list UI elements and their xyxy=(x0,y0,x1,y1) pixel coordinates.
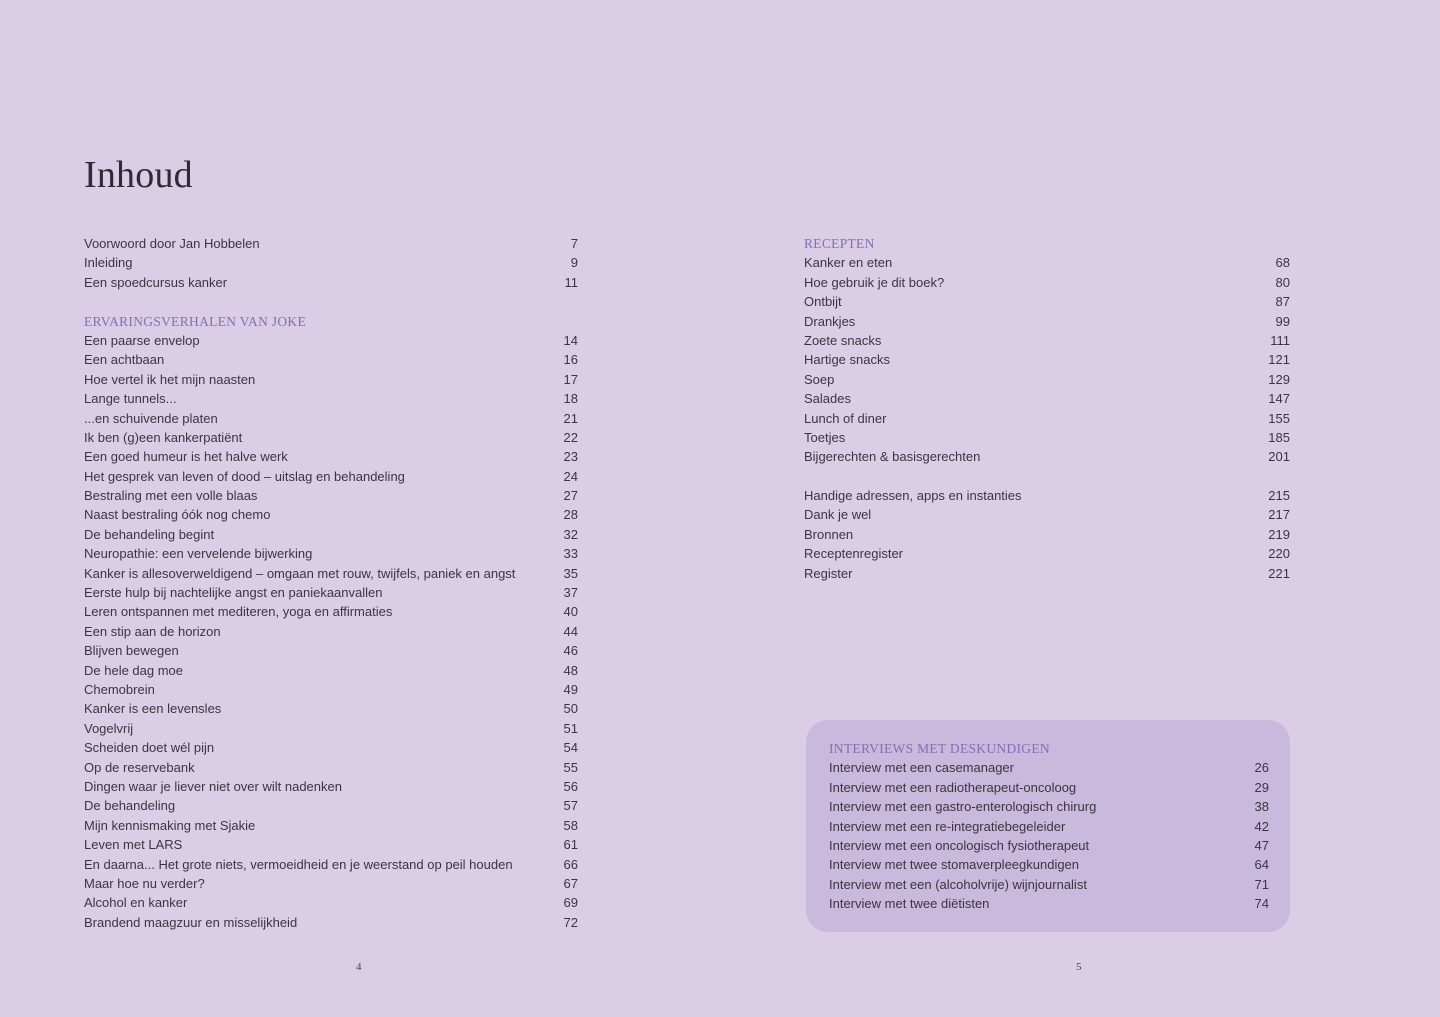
toc-entry-page: 99 xyxy=(1275,313,1290,329)
toc-entry-title: De behandeling xyxy=(84,798,176,814)
toc-entry[interactable] xyxy=(804,312,1290,331)
toc-entry-page: 7 xyxy=(570,236,578,251)
toc-entry-page: 38 xyxy=(1254,799,1269,815)
toc-entry[interactable] xyxy=(829,875,1269,894)
toc-entry-title: Interview met twee diëtisten xyxy=(829,896,990,912)
toc-entry-page: 11 xyxy=(564,274,578,290)
toc-entry-title: Eerste hulp bij nachtelijke angst en paniekaanvallen xyxy=(84,585,383,601)
toc-entry[interactable] xyxy=(84,525,578,544)
toc-entry-page: 17 xyxy=(563,371,578,387)
toc-entry[interactable] xyxy=(84,409,578,428)
toc-entry-title: Ik ben (g)een kankerpatiënt xyxy=(84,429,243,445)
toc-entry-page: 67 xyxy=(563,875,578,891)
toc-entry-title: Alcohol en kanker xyxy=(84,895,188,911)
toc-entry-page: 215 xyxy=(1268,488,1290,504)
toc-entry-page: 18 xyxy=(563,391,578,407)
toc-entry[interactable] xyxy=(84,564,578,583)
toc-entry-title: Hartige snacks xyxy=(804,352,890,368)
toc-entry-page: 35 xyxy=(563,565,578,581)
toc-entry[interactable] xyxy=(829,778,1269,797)
toc-entry[interactable] xyxy=(804,370,1290,389)
toc-entry-title: Een stip aan de horizon xyxy=(84,623,221,639)
right-column xyxy=(804,234,1290,583)
toc-entry[interactable] xyxy=(829,817,1269,836)
toc-entry-title: Kanker en eten xyxy=(804,255,893,271)
toc-entry-page: 21 xyxy=(563,410,578,426)
toc-entry-title: Een spoedcursus kanker xyxy=(84,274,228,290)
toc-entry-title: Interview met een radiotherapeut-oncoloog xyxy=(829,779,1077,795)
toc-entry-page: 37 xyxy=(563,585,578,601)
toc-entry-title: Salades xyxy=(804,391,851,407)
toc-entry-title: Op de reservebank xyxy=(84,759,195,775)
toc-entry-title: Receptenregister xyxy=(804,546,903,562)
toc-entry-page: 50 xyxy=(563,701,578,717)
toc-entry-title: Naast bestraling óók nog chemo xyxy=(84,507,271,523)
toc-entry-title: Ontbijt xyxy=(804,294,842,310)
toc-entry[interactable] xyxy=(84,622,578,641)
interviews-box xyxy=(806,720,1290,932)
toc-entry-title: ...en schuivende platen xyxy=(84,410,218,426)
toc-entry-title: Lange tunnels... xyxy=(84,391,177,407)
toc-entry-page: 54 xyxy=(563,740,578,756)
toc-entry-page: 29 xyxy=(1254,779,1269,795)
toc-entry-page: 185 xyxy=(1268,429,1290,445)
toc-entry[interactable] xyxy=(84,641,578,660)
toc-entry[interactable] xyxy=(84,273,578,292)
toc-entry[interactable] xyxy=(804,544,1290,563)
toc-entry[interactable] xyxy=(84,855,578,874)
toc-entry-title: Bestraling met een volle blaas xyxy=(84,488,258,504)
toc-entry-page: 87 xyxy=(1275,294,1290,310)
toc-entry[interactable] xyxy=(84,447,578,466)
toc-entry-page: 217 xyxy=(1268,507,1290,523)
toc-entry-title: Hoe gebruik je dit boek? xyxy=(804,274,945,290)
toc-entry[interactable] xyxy=(84,758,578,777)
toc-entry-page: 46 xyxy=(563,643,578,659)
toc-entry-page: 56 xyxy=(563,778,578,794)
toc-entry-page: 58 xyxy=(563,817,578,833)
toc-entry[interactable] xyxy=(84,796,578,815)
toc-entry-title: Een achtbaan xyxy=(84,352,165,368)
toc-entry-title: Toetjes xyxy=(804,429,846,445)
toc-entry-page: 48 xyxy=(563,662,578,678)
toc-entry-title: Mijn kennismaking met Sjakie xyxy=(84,817,256,833)
toc-entry[interactable] xyxy=(84,602,578,621)
toc-entry-title: Kanker is een levensles xyxy=(84,701,222,717)
toc-entry-page: 9 xyxy=(570,255,578,271)
toc-entry[interactable] xyxy=(84,835,578,854)
toc-entry[interactable] xyxy=(84,389,578,408)
toc-entry[interactable] xyxy=(804,292,1290,311)
toc-entry-title: Zoete snacks xyxy=(804,332,882,348)
toc-entry-title: Voorwoord door Jan Hobbelen xyxy=(84,236,260,251)
toc-entry[interactable] xyxy=(84,331,578,350)
toc-entry[interactable] xyxy=(84,816,578,835)
toc-entry-page: 14 xyxy=(563,332,578,348)
recipes-list xyxy=(804,253,1290,466)
toc-entry-page: 129 xyxy=(1268,371,1290,387)
toc-entry[interactable] xyxy=(84,738,578,757)
toc-entry-title: Kanker is allesoverweldigend – omgaan met rouw, twijfels, paniek en angst xyxy=(84,565,516,581)
toc-entry[interactable] xyxy=(84,893,578,912)
section-heading-recipes: RECEPTEN xyxy=(804,236,875,251)
toc-entry-title: Lunch of diner xyxy=(804,410,887,426)
toc-entry[interactable] xyxy=(84,661,578,680)
toc-entry[interactable] xyxy=(84,253,578,272)
toc-entry-title: Inleiding xyxy=(84,255,133,271)
toc-entry[interactable] xyxy=(84,234,578,253)
toc-entry[interactable] xyxy=(84,544,578,563)
page-number-left: 4 xyxy=(356,961,362,973)
toc-entry[interactable] xyxy=(84,505,578,524)
toc-entry-title: De hele dag moe xyxy=(84,662,184,678)
toc-entry-title: Leven met LARS xyxy=(84,837,183,853)
toc-entry[interactable] xyxy=(804,428,1290,447)
page-number-right: 5 xyxy=(1076,961,1082,973)
left-column xyxy=(84,234,578,932)
toc-entry[interactable] xyxy=(84,583,578,602)
toc-entry-page: 68 xyxy=(1275,255,1290,271)
toc-entry-page: 49 xyxy=(563,681,578,697)
toc-entry-page: 32 xyxy=(563,526,578,542)
toc-entry-page: 42 xyxy=(1254,818,1269,834)
toc-entry-page: 201 xyxy=(1268,449,1290,465)
toc-entry-page: 23 xyxy=(563,449,578,465)
toc-entry-page: 40 xyxy=(563,604,578,620)
toc-entry-title: Maar hoe nu verder? xyxy=(84,875,205,891)
toc-entry-title: Scheiden doet wél pijn xyxy=(84,740,215,756)
toc-entry-title: Soep xyxy=(804,371,835,387)
toc-entry[interactable] xyxy=(804,253,1290,272)
toc-entry[interactable] xyxy=(804,564,1290,583)
toc-entry-page: 28 xyxy=(563,507,578,523)
toc-entry[interactable] xyxy=(804,486,1290,505)
toc-entry-title: Bijgerechten & basisgerechten xyxy=(804,449,981,465)
toc-entry[interactable] xyxy=(84,719,578,738)
toc-entry[interactable] xyxy=(84,699,578,718)
page-title: Inhoud xyxy=(84,154,193,197)
toc-entry-title: Register xyxy=(804,565,853,581)
toc-entry-page: 71 xyxy=(1254,876,1269,892)
toc-entry-page: 111 xyxy=(1270,332,1290,348)
toc-entry-page: 61 xyxy=(563,837,578,853)
toc-entry[interactable] xyxy=(84,874,578,893)
toc-entry[interactable] xyxy=(804,331,1290,350)
toc-entry-title: Blijven bewegen xyxy=(84,643,179,659)
appendix-list xyxy=(804,486,1290,583)
toc-entry[interactable] xyxy=(84,428,578,447)
toc-entry[interactable] xyxy=(829,894,1269,913)
toc-entry-page: 57 xyxy=(563,798,578,814)
toc-entry-title: Interview met een gastro-enterologisch chirurg xyxy=(829,799,1097,815)
section-heading-joke: ERVARINGSVERHALEN VAN JOKE xyxy=(84,313,306,329)
toc-entry-page: 66 xyxy=(563,856,578,872)
toc-entry-title: Een goed humeur is het halve werk xyxy=(84,449,288,465)
toc-entry-page: 74 xyxy=(1254,896,1269,912)
toc-entry[interactable] xyxy=(804,350,1290,369)
toc-entry-page: 72 xyxy=(563,914,578,930)
toc-entry[interactable] xyxy=(84,913,578,932)
toc-entry-title: Bronnen xyxy=(804,526,854,542)
experience-list xyxy=(84,331,578,932)
toc-entry-title: Drankjes xyxy=(804,313,856,329)
toc-entry-title: Handige adressen, apps en instanties xyxy=(804,488,1022,504)
toc-entry-page: 22 xyxy=(563,429,578,445)
toc-entry-page: 26 xyxy=(1254,760,1269,776)
toc-entry-title: En daarna... Het grote niets, vermoeidheid en je weerstand op peil houden xyxy=(84,856,513,872)
toc-entry-title: Interview met een casemanager xyxy=(829,760,1014,776)
toc-entry-page: 64 xyxy=(1254,857,1269,873)
toc-entry-page: 47 xyxy=(1254,837,1269,853)
toc-entry[interactable] xyxy=(804,447,1290,466)
toc-entry-title: De behandeling begint xyxy=(84,526,215,542)
toc-entry[interactable] xyxy=(804,389,1290,408)
toc-entry-page: 121 xyxy=(1268,352,1290,368)
toc-entry-title: Interview met twee stomaverpleegkundigen xyxy=(829,857,1080,873)
toc-entry-page: 51 xyxy=(563,720,578,736)
toc-entry-page: 147 xyxy=(1268,391,1290,407)
toc-entry[interactable] xyxy=(829,797,1269,816)
toc-entry-title: Interview met een (alcoholvrije) wijnjournalist xyxy=(829,876,1087,892)
toc-entry[interactable] xyxy=(84,350,578,369)
toc-entry-title: Chemobrein xyxy=(84,681,155,697)
toc-entry-title: Vogelvrij xyxy=(84,720,134,736)
toc-entry-page: 69 xyxy=(563,895,578,911)
toc-entry[interactable] xyxy=(84,680,578,699)
toc-entry-title: Leren ontspannen met mediteren, yoga en affirmaties xyxy=(84,604,393,620)
toc-entry[interactable] xyxy=(804,525,1290,544)
toc-entry-page: 16 xyxy=(563,352,578,368)
toc-entry-page: 155 xyxy=(1268,410,1290,426)
toc-entry[interactable] xyxy=(84,370,578,389)
toc-entry[interactable] xyxy=(804,273,1290,292)
toc-entry-title: Het gesprek van leven of dood – uitslag en behandeling xyxy=(84,468,405,484)
toc-entry-title: Dingen waar je liever niet over wilt nadenken xyxy=(84,778,342,794)
toc-entry[interactable] xyxy=(84,486,578,505)
toc-entry-page: 24 xyxy=(563,468,578,484)
toc-entry-page: 55 xyxy=(563,759,578,775)
toc-entry-title: Dank je wel xyxy=(804,507,872,523)
toc-entry-title: Een paarse envelop xyxy=(84,332,200,348)
toc-entry-page: 27 xyxy=(563,488,578,504)
intro-list xyxy=(84,234,578,292)
toc-entry-title: Interview met een re-integratiebegeleider xyxy=(829,818,1066,834)
interviews-list xyxy=(829,758,1269,913)
toc-entry-page: 220 xyxy=(1268,546,1290,562)
toc-entry[interactable] xyxy=(829,855,1269,874)
toc-entry[interactable] xyxy=(804,505,1290,524)
toc-entry[interactable] xyxy=(804,409,1290,428)
toc-entry-page: 44 xyxy=(563,623,578,639)
toc-entry-page: 221 xyxy=(1268,565,1290,581)
toc-entry-title: Brandend maagzuur en misselijkheid xyxy=(84,914,298,930)
toc-entry[interactable] xyxy=(84,467,578,486)
toc-entry-page: 80 xyxy=(1275,274,1290,290)
section-heading-interviews: INTERVIEWS MET DESKUNDIGEN xyxy=(829,741,1050,756)
toc-entry-title: Neuropathie: een vervelende bijwerking xyxy=(84,546,313,562)
toc-entry-page: 219 xyxy=(1268,526,1290,542)
toc-entry[interactable] xyxy=(84,777,578,796)
toc-entry-page: 33 xyxy=(563,546,578,562)
toc-entry-title: Interview met een oncologisch fysiotherapeut xyxy=(829,837,1090,853)
toc-entry[interactable] xyxy=(829,836,1269,855)
toc-entry-title: Hoe vertel ik het mijn naasten xyxy=(84,371,256,387)
toc-entry[interactable] xyxy=(829,758,1269,777)
